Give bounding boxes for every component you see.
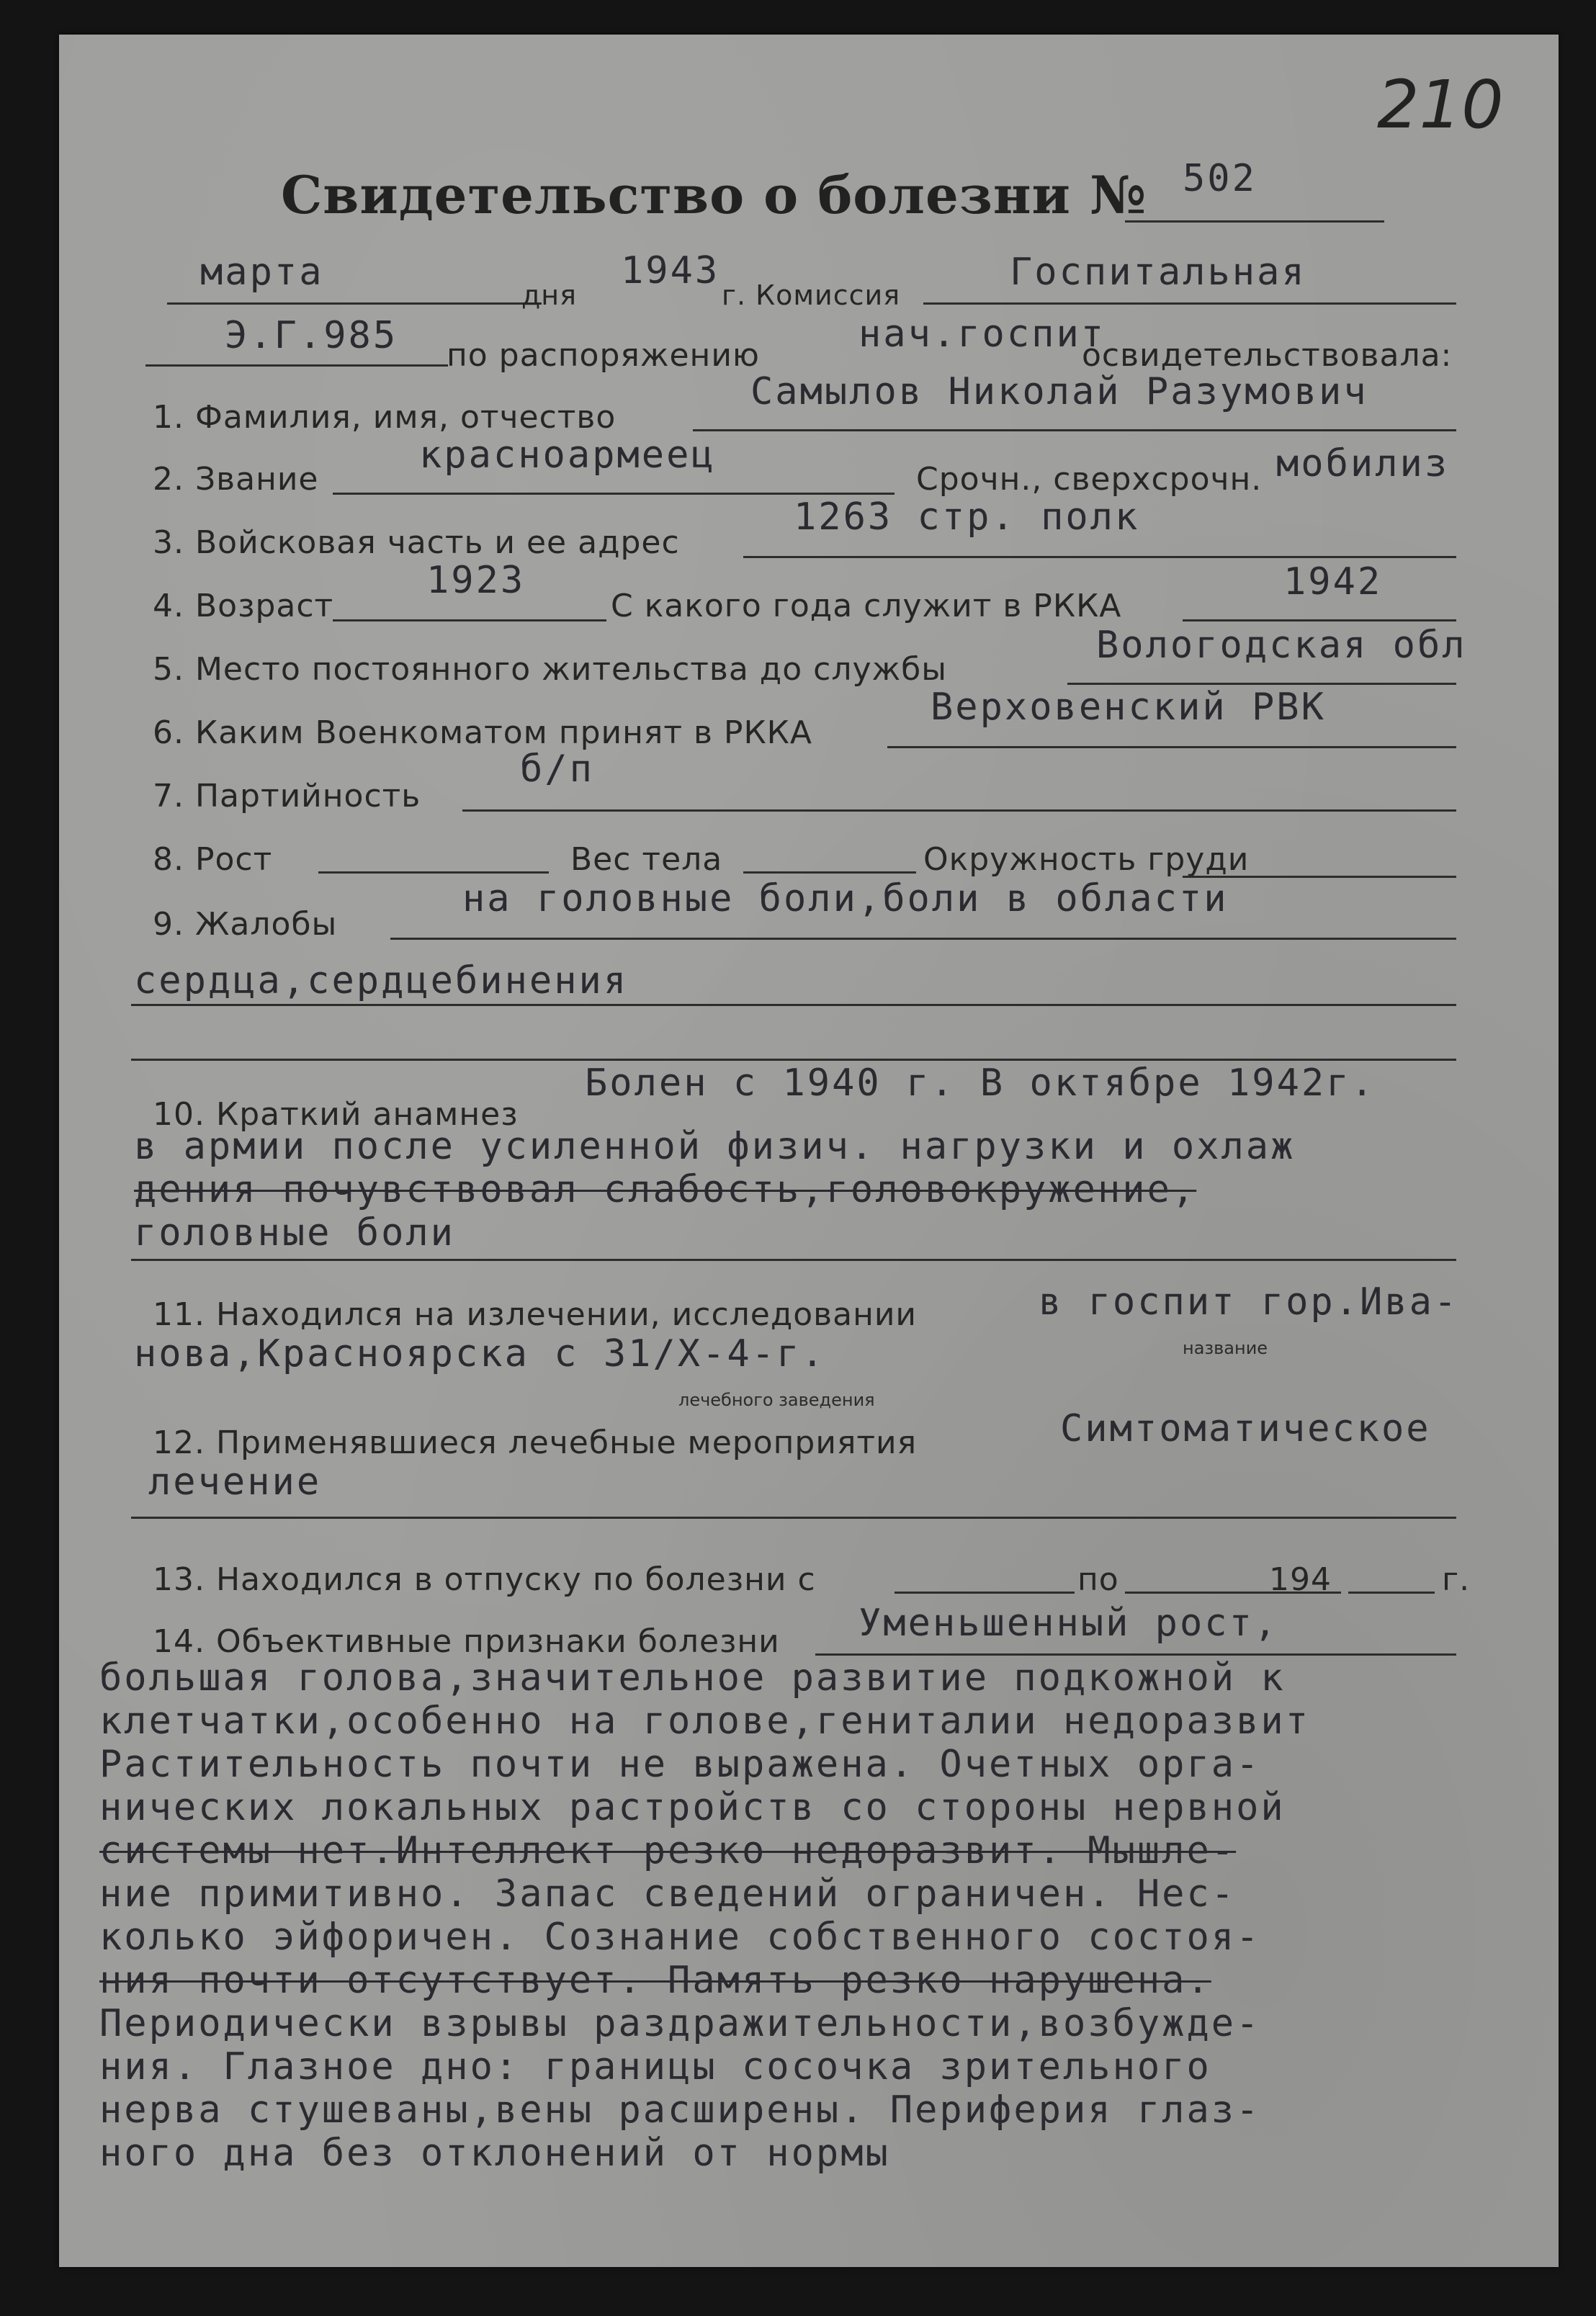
field-8-weight-label: Вес тела: [570, 841, 723, 878]
field-14-line-6: ние примитивно. Запас сведений ограничен. Нес-: [99, 1872, 1237, 1916]
field-10-value-3: дения почувствовал слабость,головокружение,: [134, 1168, 1197, 1211]
date-month: марта: [200, 251, 324, 294]
field-14-line-11: нерва стушеваны,вены расширены. Периферия глаз-: [99, 2088, 1261, 2132]
field-2-value: красноармеец: [419, 434, 716, 477]
field-11-value-2: нова,Красноярска с 31/X-4-г.: [134, 1332, 826, 1375]
field-4-since-value: 1942: [1283, 560, 1383, 603]
field-10-line: [131, 1259, 1456, 1261]
field-12-value-2: лечение: [148, 1460, 322, 1504]
certificate-sheet: [59, 35, 1559, 2267]
commission-line: [923, 302, 1456, 305]
field-5-value: Вологодская обл: [1096, 624, 1467, 667]
field-6-value: Верховенский РВК: [931, 686, 1326, 729]
field-5-label: 5. Место постоянного жительства до службы: [153, 651, 947, 688]
commission-value: Госпитальная: [1010, 251, 1306, 294]
field-8-chest-label: Окружность груди: [923, 841, 1250, 878]
field-13-year-suffix: г.: [1442, 1561, 1471, 1598]
field-4-since-label: С какого года служит в РККА: [611, 588, 1122, 624]
field-14-line-10: ния. Глазное дно: границы сосочка зрительного: [99, 2045, 1211, 2088]
field-1-value: Самылов Николай Разумович: [750, 370, 1368, 413]
field-10-label: 10. Краткий анамнез: [153, 1096, 519, 1133]
field-14-label: 14. Объективные признаки болезни: [153, 1623, 780, 1660]
field-14-line-2: клетчатки,особенно на голове,гениталии недоразвит: [99, 1700, 1311, 1743]
field-9-label: 9. Жалобы: [153, 906, 338, 943]
field-12-value-1: Симтоматическое: [1060, 1407, 1431, 1450]
field-12-label: 12. Применявшиеся лечебные мероприятия: [153, 1424, 918, 1461]
field-13-year-line: [1348, 1592, 1435, 1594]
order-value: нач.госпит: [858, 313, 1106, 356]
field-14-line-7: колько эйфоричен. Сознание собственного состоя-: [99, 1916, 1261, 1959]
field-14-line-12: ного дна без отклонений от нормы: [99, 2132, 890, 2175]
field-9-line-3: [131, 1059, 1456, 1061]
field-1-label: 1. Фамилия, имя, отчество: [153, 399, 617, 436]
field-9-value-2: сердца,сердцебинения: [134, 959, 629, 1002]
field-14-line-3: Растительность почти не выражена. Очетных орга-: [99, 1743, 1261, 1786]
field-4-label: 4. Возраст: [153, 588, 334, 624]
field-2-service-label: Срочн., сверхсрочн.: [916, 461, 1263, 498]
field-1-line: [693, 429, 1456, 431]
field-14-line-9: Периодически взрывы раздражительности,возбужде-: [99, 2002, 1261, 2045]
field-3-label: 3. Войсковая часть и ее адрес: [153, 524, 680, 561]
field-6-label: 6. Каким Военкоматом принят в РККА: [153, 714, 813, 751]
field-2-label: 2. Звание: [153, 461, 319, 498]
field-13-label: 13. Находился в отпуску по болезни с: [153, 1561, 816, 1598]
field-11-value-1: в госпит гор.Ива-: [1039, 1280, 1459, 1324]
field-4-line: [333, 619, 606, 621]
field-9-line-2: [131, 1004, 1456, 1006]
field-8-label: 8. Рост: [153, 841, 273, 878]
unit-line: [145, 364, 448, 367]
field-12-line: [131, 1517, 1456, 1519]
field-7-line: [462, 809, 1456, 812]
field-5-line: [1067, 683, 1456, 685]
day-label: дня: [521, 279, 577, 311]
field-14-line: [815, 1653, 1456, 1656]
field-8-height-line: [318, 871, 549, 874]
field-14-line-4: нических локальных растройств со стороны нервной: [99, 1786, 1286, 1829]
certificate-number: 502: [1183, 157, 1257, 200]
field-11-caption-institution: лечебного заведения: [678, 1390, 875, 1410]
field-8-weight-line: [743, 871, 916, 874]
field-7-value: б/п: [520, 748, 594, 791]
certificate-number-line: [1125, 220, 1384, 223]
field-2-line: [333, 493, 895, 495]
field-10-value-4: головные боли: [134, 1211, 455, 1254]
field-3-value: 1263 стр. полк: [794, 495, 1140, 539]
field-7-label: 7. Партийность: [153, 778, 421, 814]
field-6-line: [887, 746, 1456, 748]
field-4-since-line: [1183, 619, 1456, 621]
field-11-label: 11. Находился на излечении, исследовании: [153, 1296, 918, 1333]
field-9-value-1: на головные боли,боли в области: [462, 877, 1229, 920]
archive-page-number: 210: [1377, 66, 1504, 143]
commission-label: г. Комиссия: [722, 279, 901, 311]
year-value: 1943: [621, 249, 720, 292]
field-14-line-5: системы нет.Интеллект резко недоразвит. Мышле-: [99, 1829, 1237, 1872]
field-10-value-1: Болен с 1940 г. В октябре 1942г.: [585, 1062, 1376, 1105]
field-9-line-1: [390, 938, 1456, 940]
field-13-to-label: по: [1077, 1561, 1119, 1598]
field-13-from-line: [895, 1592, 1075, 1594]
unit-value: Э.Г.985: [225, 314, 398, 357]
field-4-value: 1923: [426, 559, 526, 602]
field-14-line-8: ния почти отсутствует. Память резко нарушена.: [99, 1959, 1211, 2002]
field-14-value-0: Уменьшенный рост,: [858, 1602, 1279, 1645]
field-11-caption-name: название: [1183, 1338, 1268, 1358]
field-2-service-value: мобилиз: [1276, 442, 1450, 485]
field-10-value-2: в армии после усиленной физич. нагрузки и охлаж: [134, 1125, 1296, 1168]
date-line: [167, 302, 542, 305]
field-3-line: [743, 556, 1456, 558]
field-13-year: 194: [1269, 1561, 1332, 1598]
order-label: по распоряжению: [447, 337, 760, 374]
document-title: Свидетельство о болезни №: [281, 164, 1147, 225]
examined-label: освидетельствовала:: [1082, 337, 1453, 374]
field-14-line-1: большая голова,значительное развитие подкожной к: [99, 1656, 1286, 1700]
